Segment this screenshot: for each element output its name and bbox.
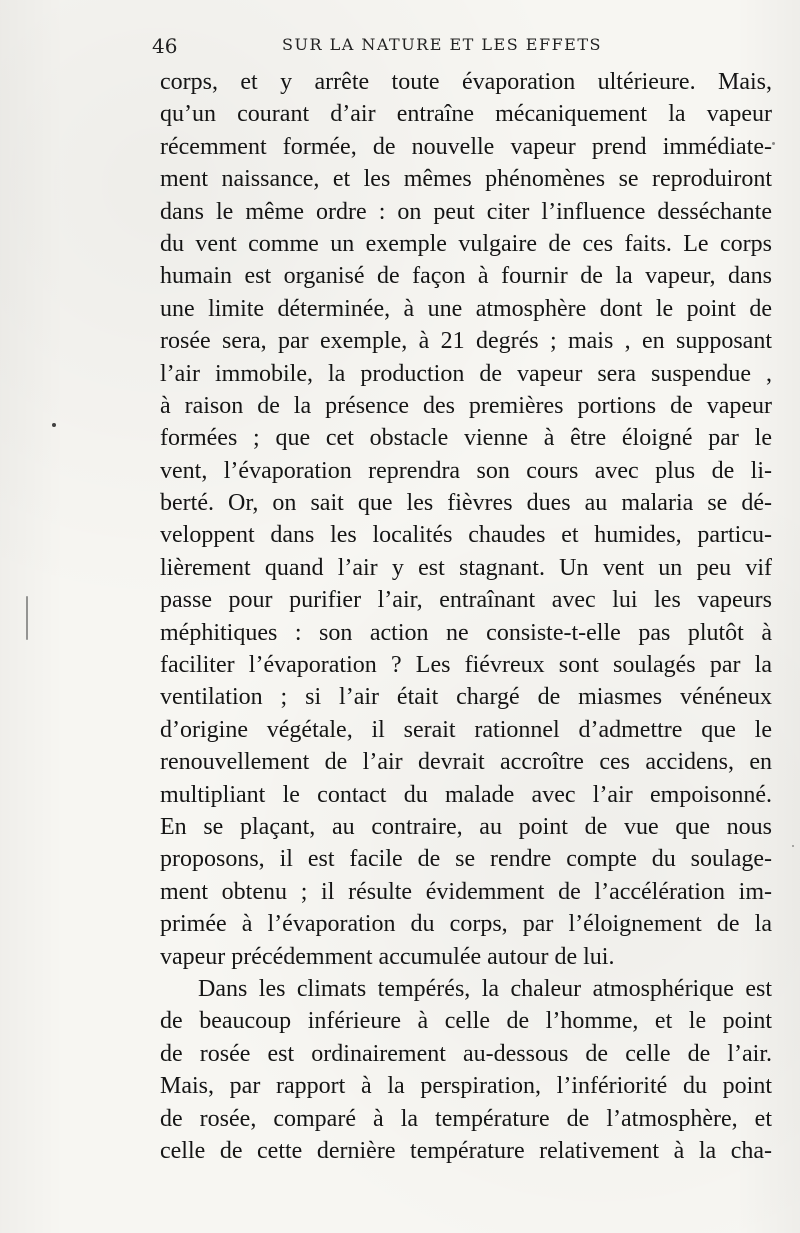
text-line: Mais, par rapport à la perspiration, l’infériorité du point	[160, 1073, 772, 1100]
text-line: de rosée est ordinairement au-dessous de celle de l’air.	[160, 1040, 772, 1067]
text-line: qu’un courant d’air entraîne mécaniquement la vapeur	[160, 101, 772, 128]
text-line: faciliter l’évaporation ? Les fiévreux sont soulagés par la	[160, 652, 772, 679]
text-line: ment naissance, et les mêmes phénomènes se reproduiront	[160, 166, 772, 193]
text-line: En se plaçant, au contraire, au point de vue que nous	[160, 813, 772, 840]
text-line: l’air immobile, la production de vapeur sera suspendue ,	[160, 360, 772, 387]
text-line: vapeur précédemment accumulée autour de lui.	[160, 943, 615, 970]
ink-speck	[52, 423, 56, 427]
text-line: ment obtenu ; il résulte évidemment de l’accélération im-	[160, 878, 772, 905]
text-line: primée à l’évaporation du corps, par l’éloignement de la	[160, 911, 772, 938]
text-line: une limite déterminée, à une atmosphère dont le point de	[160, 295, 772, 322]
text-line: corps, et y arrête toute évaporation ultérieure. Mais,	[160, 69, 772, 95]
text-line: de rosée, comparé à la température de l’atmosphère, et	[160, 1105, 772, 1132]
page-number: 46	[152, 34, 178, 58]
ink-speck	[26, 596, 28, 640]
page-header	[152, 34, 772, 62]
text-line: humain est organisé de façon à fournir de la vapeur, dans	[160, 263, 772, 290]
running-head: SUR LA NATURE ET LES EFFETS	[282, 35, 602, 54]
text-line: lièrement quand l’air y est stagnant. Un vent un peu vif	[160, 554, 772, 581]
text-line: passe pour purifier l’air, entraînant avec lui les vapeurs	[160, 587, 772, 614]
text-line: Dans les climats tempérés, la chaleur atmosphérique est	[198, 975, 772, 1002]
text-line: proposons, il est facile de se rendre compte du soulage-	[160, 846, 772, 873]
ink-speck	[792, 845, 794, 847]
text-line: rosée sera, par exemple, à 21 degrés ; mais , en supposant	[160, 328, 772, 355]
text-line: du vent comme un exemple vulgaire de ces faits. Le corps	[160, 230, 772, 257]
text-line: ventilation ; si l’air était chargé de miasmes vénéneux	[160, 684, 772, 711]
text-line: formées ; que cet obstacle vienne à être éloigné par le	[160, 425, 772, 452]
page-body-text	[160, 66, 772, 1167]
text-line: multipliant le contact du malade avec l’air empoisonné.	[160, 781, 772, 808]
text-line: à raison de la présence des premières portions de vapeur	[160, 392, 772, 419]
text-line: de beaucoup inférieure à celle de l’homme, et le point	[160, 1008, 772, 1035]
text-line: d’origine végétale, il serait rationnel d’admettre que le	[160, 716, 772, 743]
text-line: méphitiques : son action ne consiste-t-elle pas plutôt à	[160, 619, 772, 646]
text-line: renouvellement de l’air devrait accroître ces accidens, en	[160, 749, 772, 776]
text-line: récemment formée, de nouvelle vapeur prend immédiate-	[160, 133, 772, 160]
ink-speck	[772, 142, 775, 145]
text-line: vent, l’évaporation reprendra son cours avec plus de li-	[160, 457, 772, 484]
text-line: veloppent dans les localités chaudes et humides, particu-	[160, 522, 772, 549]
text-line: dans le même ordre : on peut citer l’influence desséchante	[160, 198, 772, 225]
text-line: berté. Or, on sait que les fièvres dues au malaria se dé-	[160, 490, 772, 517]
text-line: celle de cette dernière température relativement à la cha-	[160, 1137, 772, 1164]
